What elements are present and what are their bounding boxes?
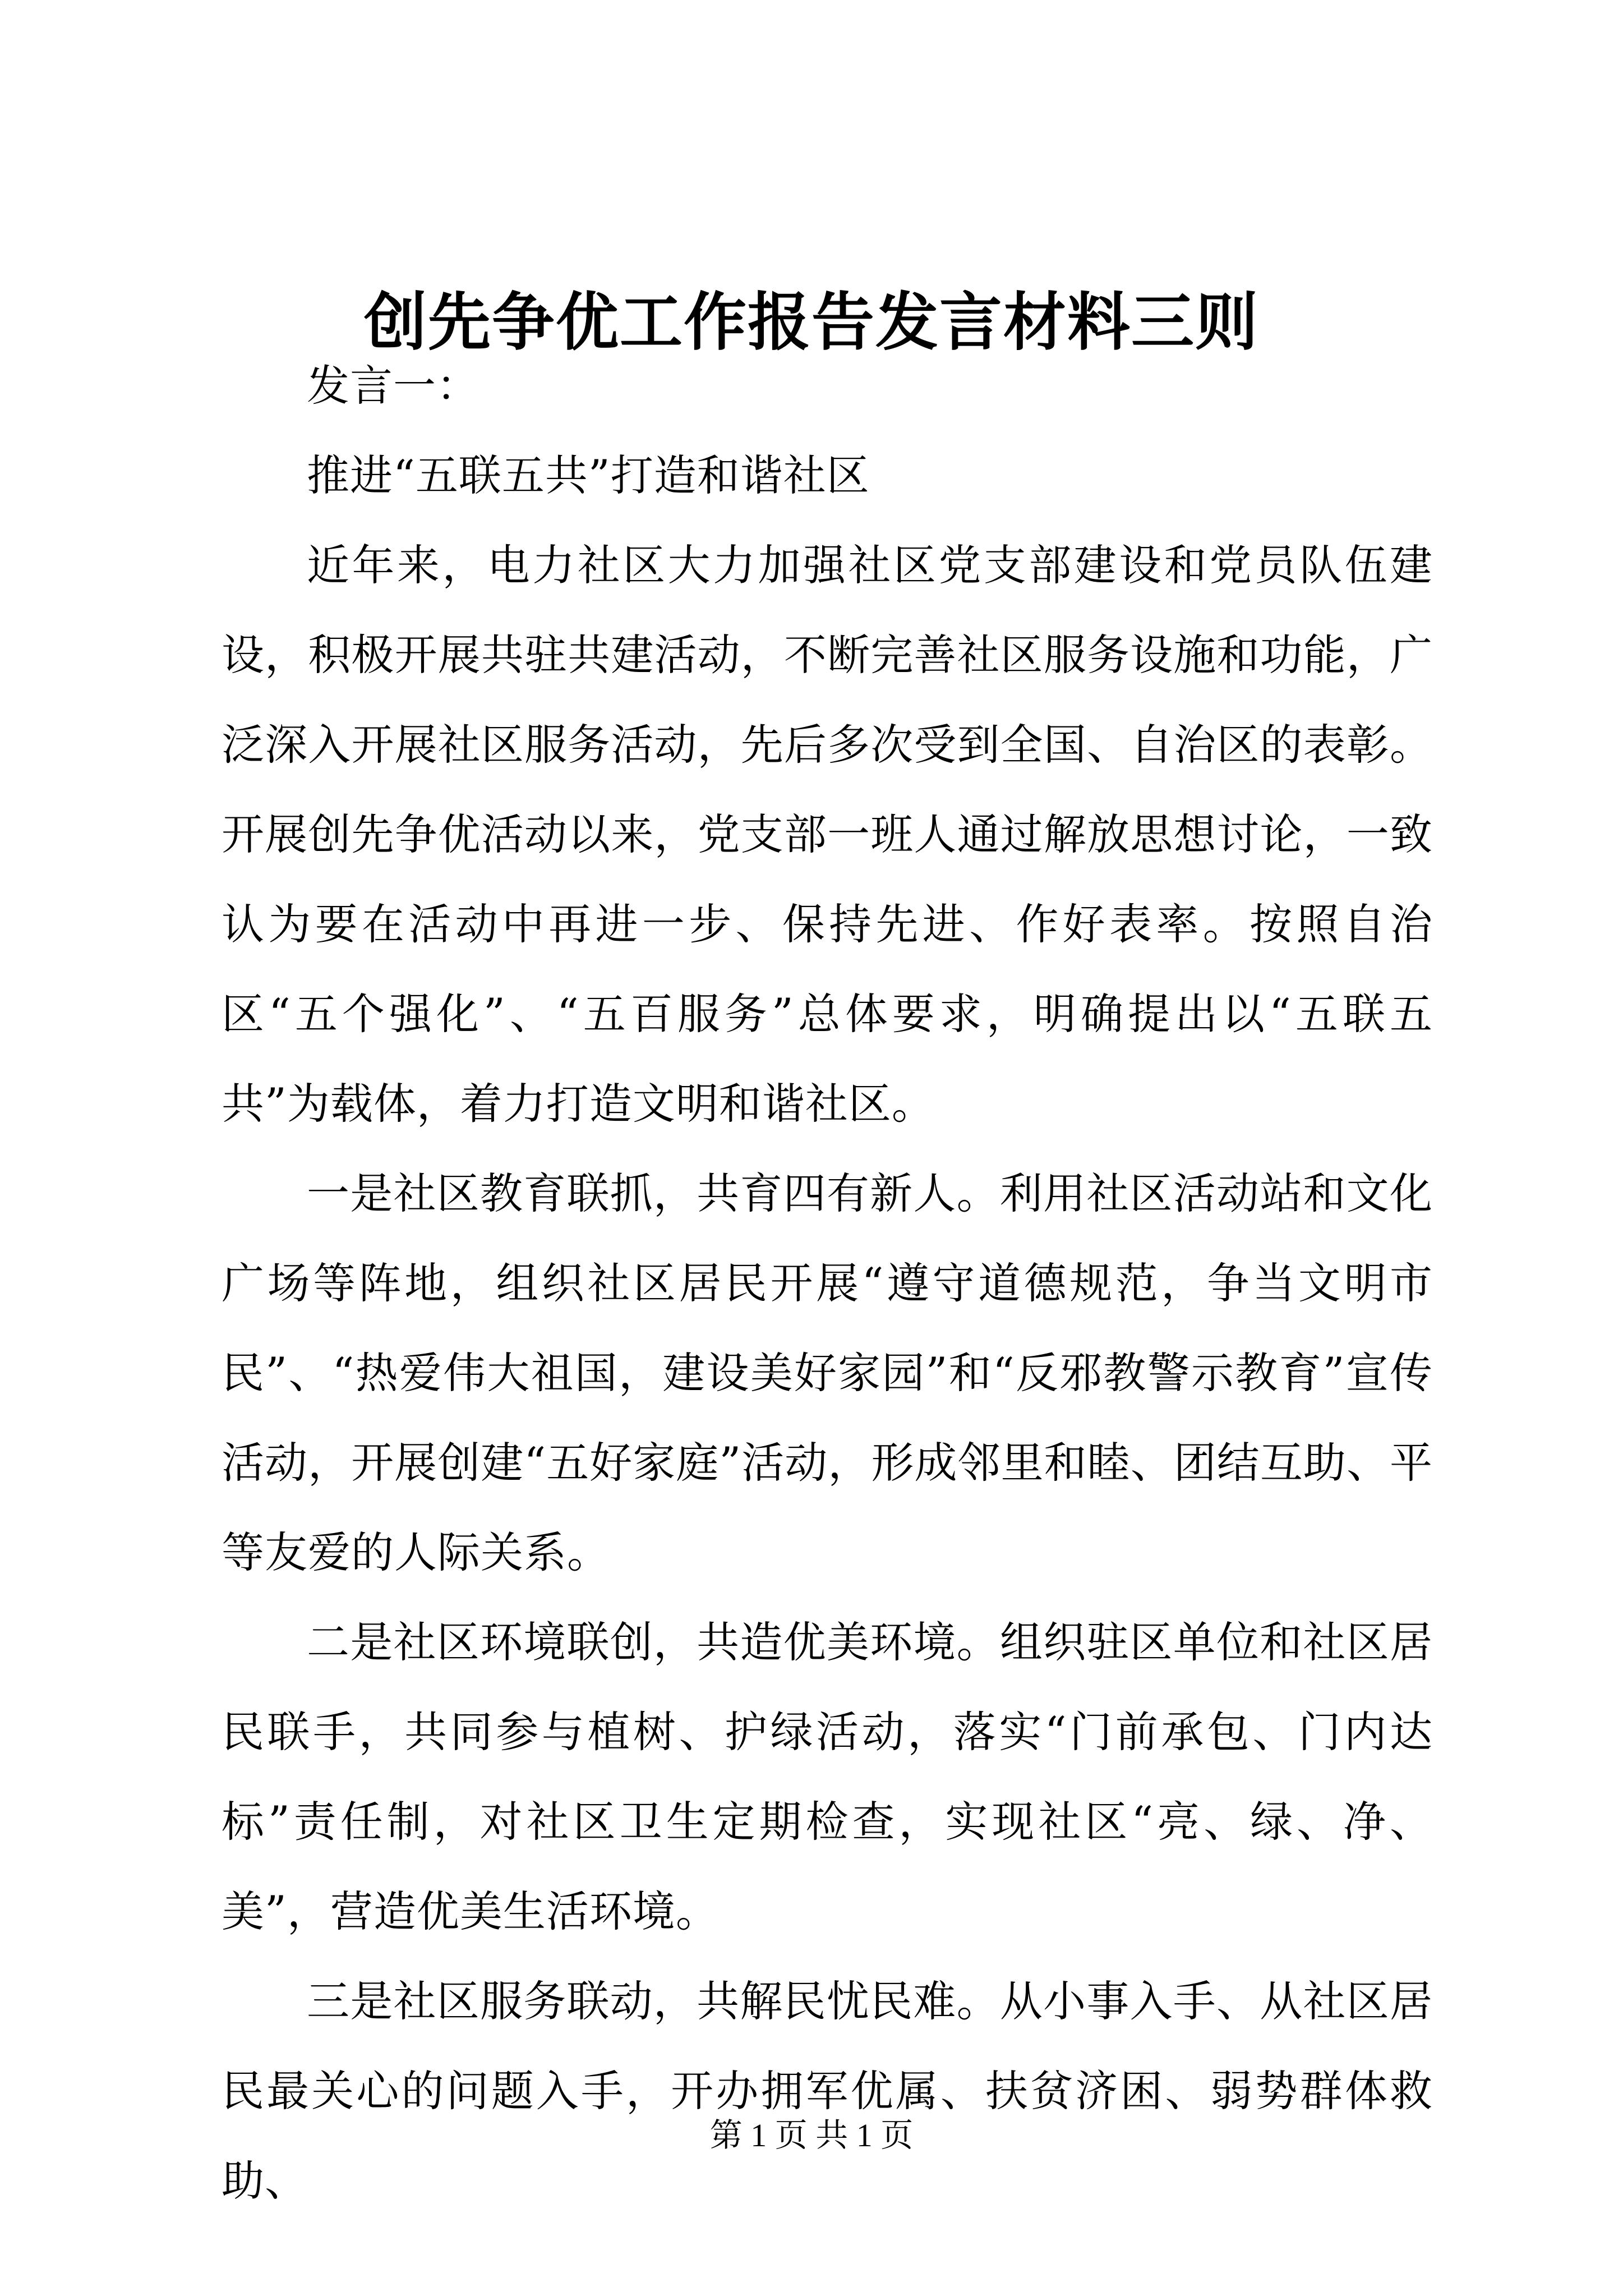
body-paragraph-intro: 近年来，电力社区大力加强社区党支部建设和党员队伍建设，积极开展共驻共建活动，不断完善社区服务设施和功能，广泛深入开展社区服务活动，先后多次受到全国、自治区的表彰。开展创先争优活动以来，党支部一班人通过解放思想讨论，一致认为要在活动中再进一步、保持先进、作好表率。按照自治区“五个强化”、“五百服务”总体要求，明确提出以“五联五共”为载体，着力打造文明和谐社区。 — [222, 540, 1433, 1129]
body-paragraph-environment: 二是社区环境联创，共造优美环境。组织驻区单位和社区居民联手，共同参与植树、护绿活动，落实“门前承包、门内达标”责任制，对社区卫生定期检查，实现社区“亮、绿、净、美”，营造优美生活环境。 — [222, 1617, 1433, 1936]
document-body — [222, 341, 1433, 2226]
document-title: 创先争优工作报告发言材料三则 — [364, 286, 1259, 359]
speech-heading: 发言一： — [307, 361, 479, 411]
speech-subtitle: 推进“五联五共”打造和谐社区 — [307, 450, 870, 500]
body-paragraph-service: 三是社区服务联动，共解民忧民难。从小事入手、从社区居民最关心的问题入手，开办拥军优属、扶贫济困、弱势群体救助、 — [222, 1976, 1433, 2206]
body-paragraph-education: 一是社区教育联抓，共育四有新人。利用社区活动站和文化广场等阵地，组织社区居民开展“遵守道德规范，争当文明市民”、“热爱伟大祖国，建设美好家园”和“反邪教警示教育”宣传活动，开展创建“五好家庭”活动，形成邻里和睦、团结互助、平等友爱的人际关系。 — [222, 1168, 1433, 1577]
page-number-footer: 第 1 页 共 1 页 — [709, 2117, 914, 2154]
